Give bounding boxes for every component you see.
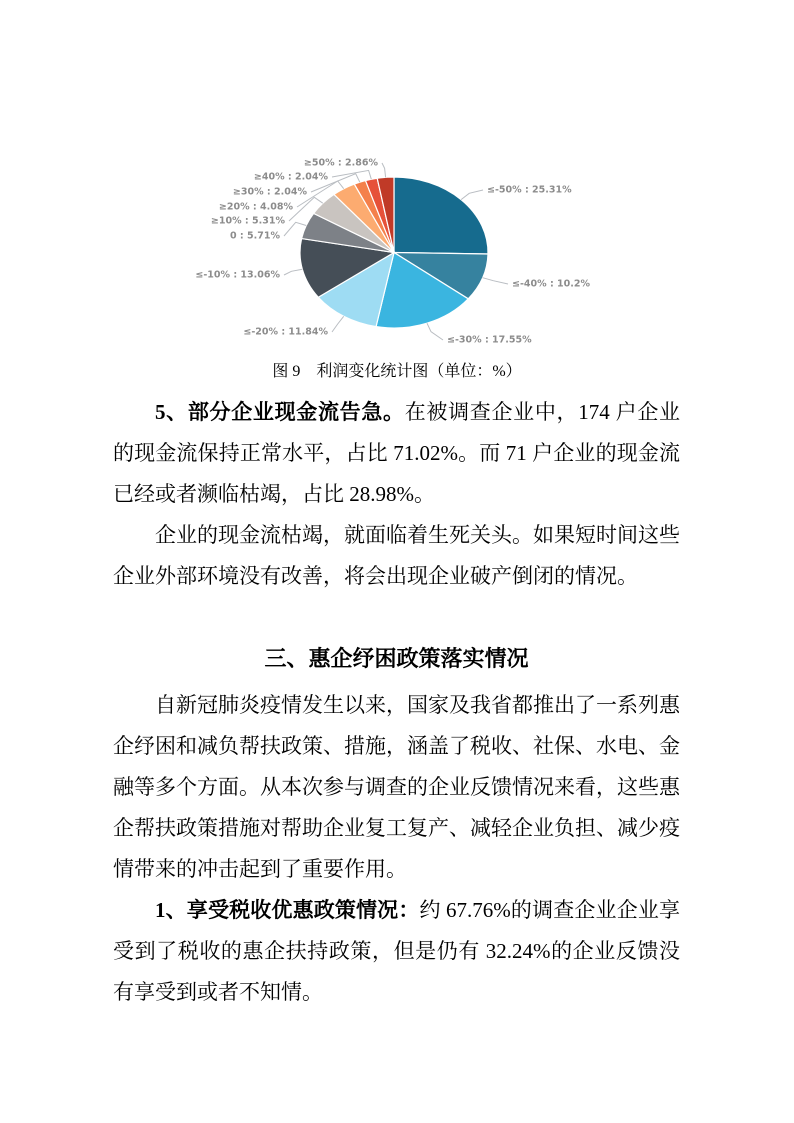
paragraph-tax-policy-lead: 1、享受税收优惠政策情况： [155,898,420,922]
pie-label-≤-50%: ≤-50% : 25.31% [487,184,572,196]
paragraph-cashflow-emergency-text: 在被调查企业中，174 户企业的现金流保持正常水平，占比 71.02%。而 71 户企业的现金流已经或者濒临枯竭，占比 28.98%。 [113,400,681,506]
paragraph-tax-policy-text: 约 67.76%的调查企业企业享受到了税收的惠企扶持政策，但是仍有 32.24%的企业反馈没有享受到或者不知情。 [113,898,680,1004]
pie-label-≥50%: ≥50% : 2.86% [303,157,378,169]
pie-label-≤-40%: ≤-40% : 10.2% [512,278,591,290]
pie-chart-svg [140,146,660,358]
paragraph-tax-policy [113,890,680,1013]
paragraph-cashflow-emergency-lead: 5、部分企业现金流告急。 [155,400,405,424]
pie-leader-line [483,278,508,284]
pie-leader-line [382,163,386,177]
pie-label-≤-20%: ≤-20% : 11.84% [243,326,328,338]
document-body [113,392,680,1013]
section-heading: 三、惠企纾困政策落实情况 [264,646,529,671]
pie-leader-line [284,269,302,275]
pie-leader-line [332,170,371,179]
paragraph-cashflow-emergency [113,392,680,515]
pie-label-≤-30%: ≤-30% : 17.55% [447,334,532,346]
profit-change-pie-chart [140,146,660,358]
paragraph-cashflow-risk: 企业的现金流枯竭，就面临着生死关头。如果短时间这些企业外部环境没有改善，将会出现企业破产倒闭的情况。 [113,523,680,588]
pie-label-≥40%: ≥40% : 2.04% [253,171,328,183]
pie-label-≥20%: ≥20% : 4.08% [218,201,293,213]
figure-caption: 图 9 利润变化统计图（单位：%） [272,363,522,380]
paragraph-policy-intro: 自新冠肺炎疫情发生以来，国家及我省都推出了一系列惠企纾困和减负帮扶政策、措施，涵盖了税收、社保、水电、金融等多个方面。从本次参与调查的企业反馈情况来看，这些惠企帮扶政策措施对帮助企业复工复产、减轻企业负担、减少疫情带来的冲击起到了重要作用。 [113,693,680,881]
pie-leader-line [427,323,443,340]
pie-leader-line [461,190,483,200]
pie-leader-line [332,316,344,332]
pie-label-≤-10%: ≤-10% : 13.06% [195,269,280,281]
pie-label-≥10%: ≥10% : 5.31% [210,215,285,227]
pie-label-≥30%: ≥30% : 2.04% [232,186,307,198]
pie-label-0: 0 : 5.71% [230,230,280,242]
pie-slice-≤-50% [394,177,488,254]
